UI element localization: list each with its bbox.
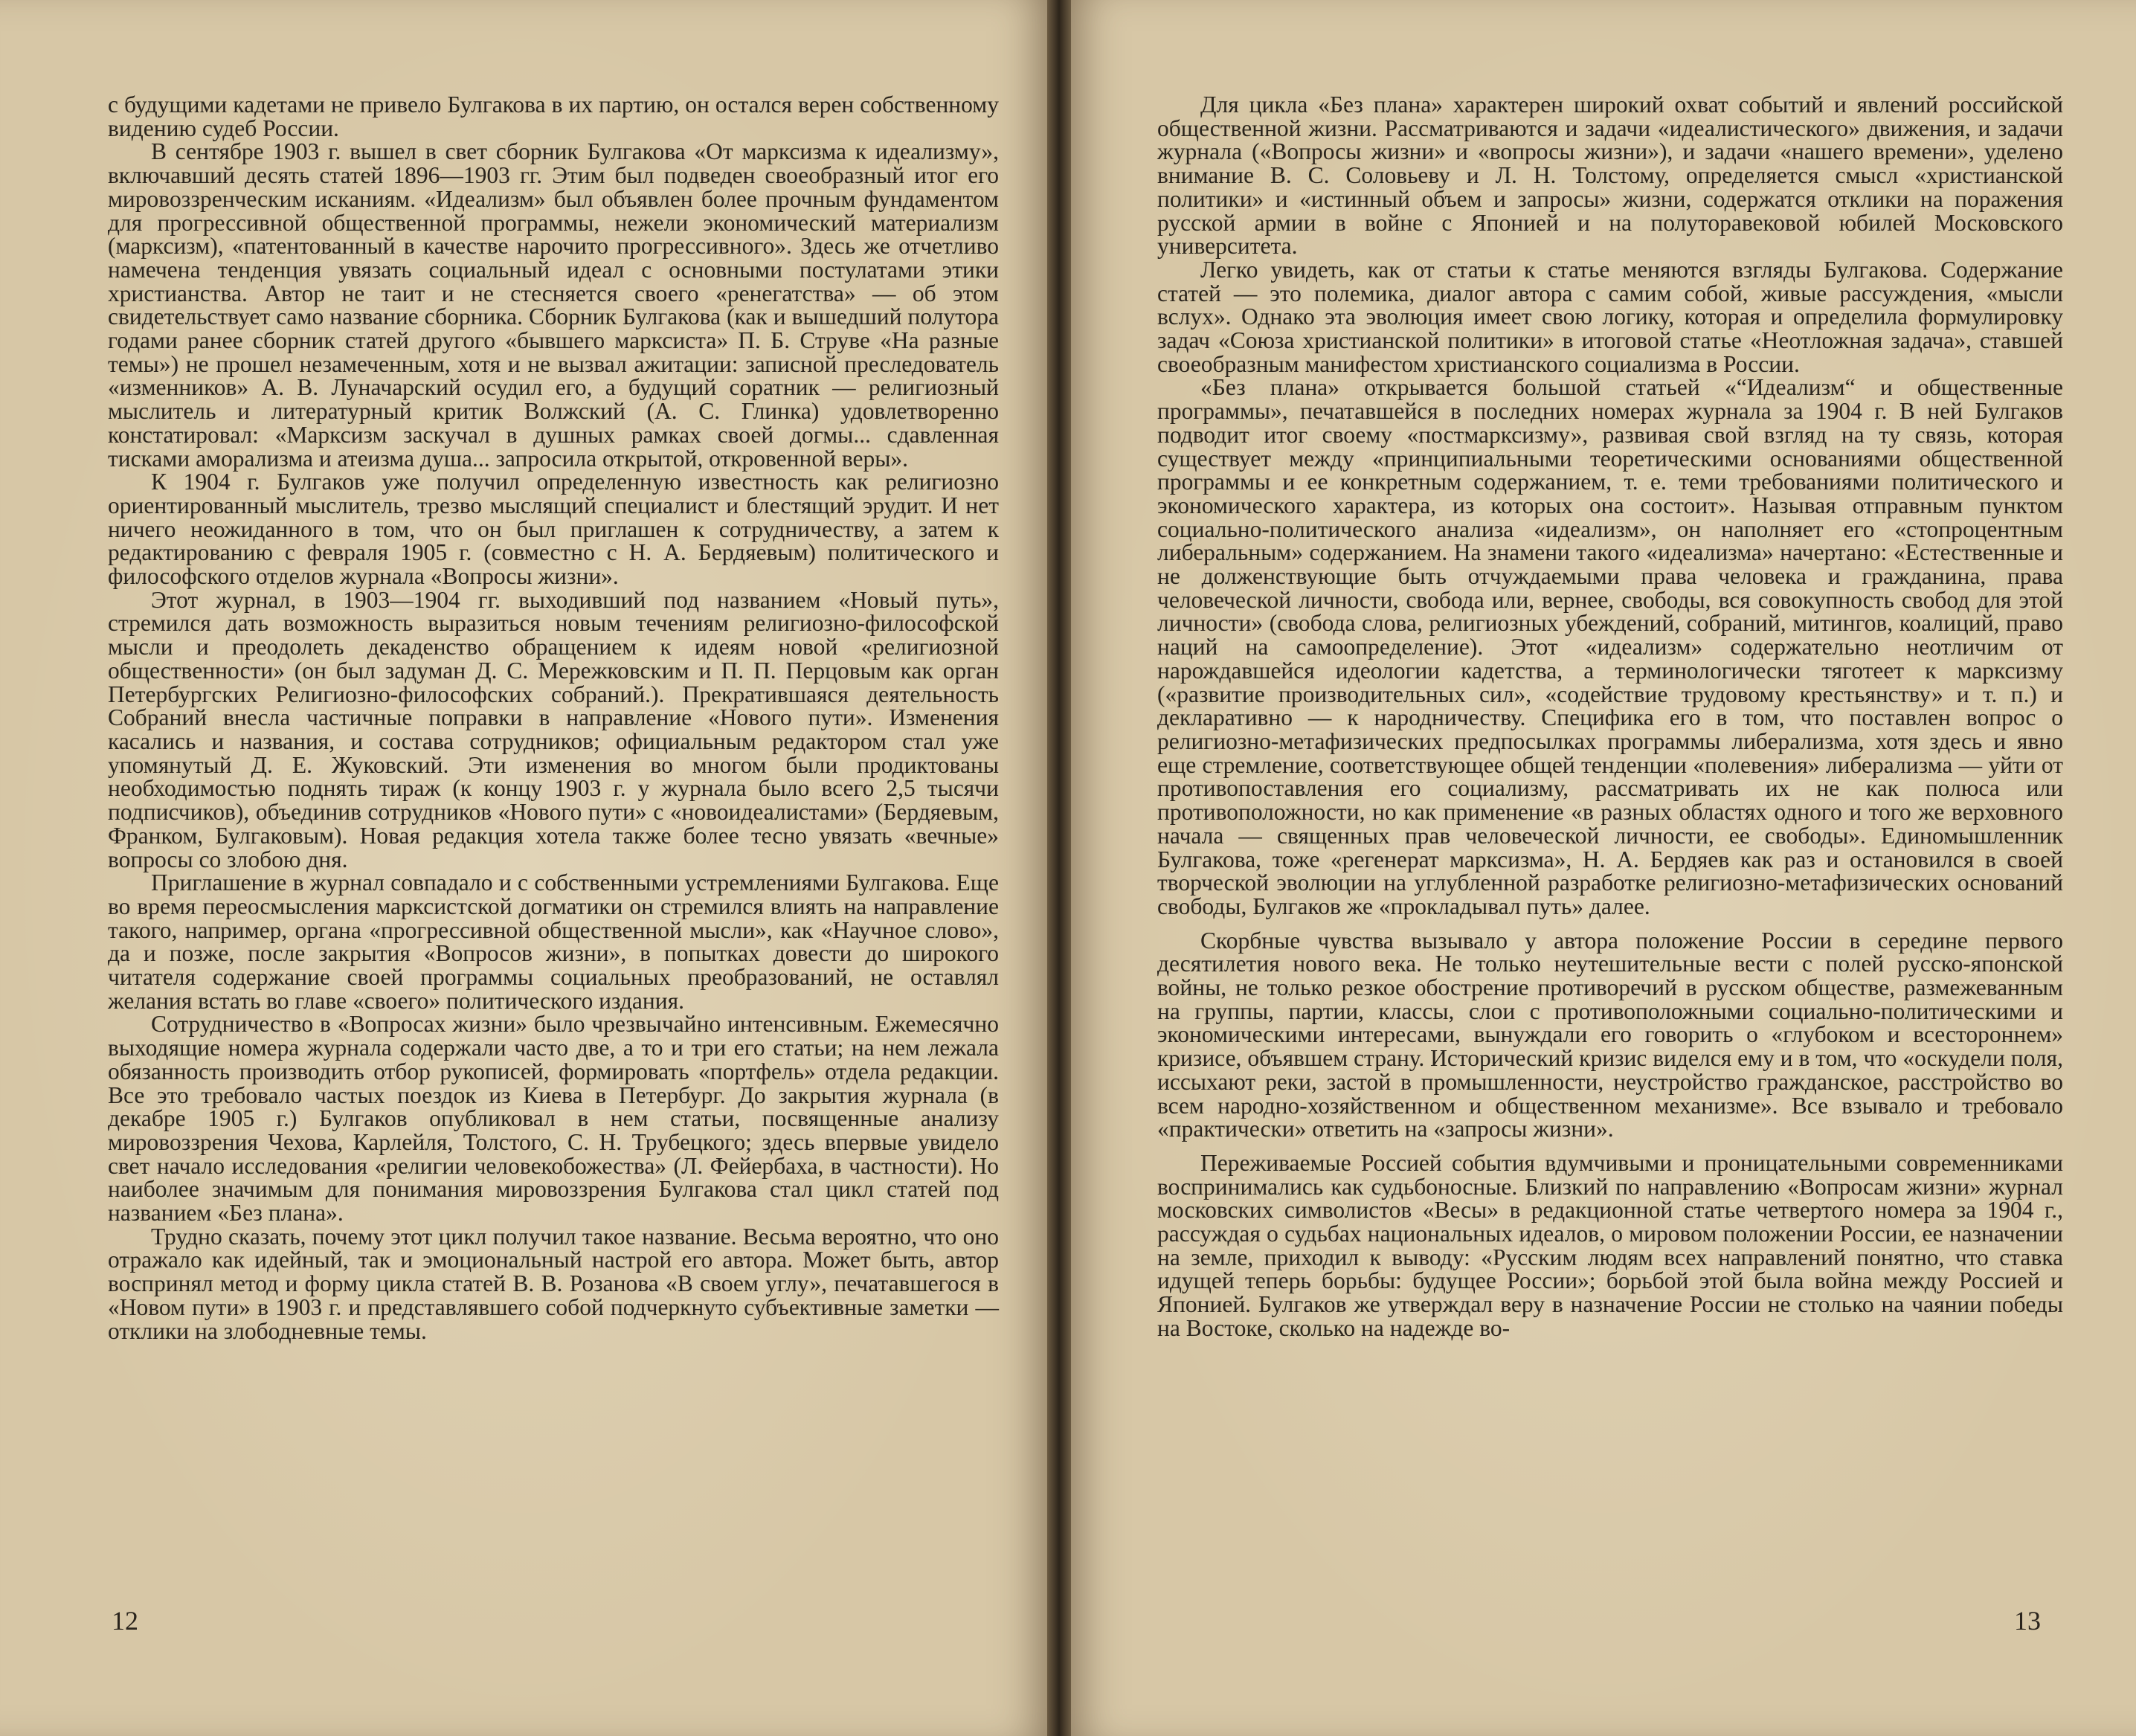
book-gutter: [1047, 0, 1071, 1736]
right-page-body: [1157, 93, 2063, 1340]
paragraph: с будущими кадетами не привело Булгакова в их партию, он остался верен собственному видению судеб России.: [108, 91, 999, 141]
paragraph: Переживаемые Россией события вдумчивыми и проницательными современниками воспринимались как судьбоносные. Близкий по направлению «Вопросам жизни» журнал московских символистов «Весы» в редакционной статье четвертого номера за 1904 г., рассуждая о судьбах национальных идеалов, о мировом положении России, ее назначении на земле, приходил к выводу: «Русским людям всех направлений понятно, что ставка идущей теперь борьбы: будущее России»; борьбой этой была война между Россией и Японией. Булгаков же утверждал веру в назначение России не столько на чаянии победы на Востоке, сколько на надежде во-: [1157, 1149, 2063, 1341]
left-page-body: [108, 93, 999, 1343]
paragraph: Трудно сказать, почему этот цикл получил такое название. Весьма вероятно, что оно отражало как идейный, так и эмоциональный настрой его автора. Может быть, автор воспринял метод и форму цикла статей В. В. Розанова «В своем углу», печатавшегося в «Новом пути» в 1903 г. и представлявшего собой подчеркнуто субъективные заметки — отклики на злободневные темы.: [108, 1223, 999, 1344]
right-page: [1071, 0, 2136, 1736]
paragraph: Для цикла «Без плана» характерен широкий охват событий и явлений российской общественной жизни. Рассматриваются и задачи «идеалистического» движения, и задачи журнала («Вопросы жизни» и «вопросы жизни»), и задачи «нашего времени», уделено внимание В. С. Соловьеву и Л. Н. Толстому, определяется смысл «христианской политики» и «истинный объем и запросы» жизни, содержатся отклики на поражения русской армии в войне с Японией и на полуторавековой юбилей Московского университета.: [1157, 91, 2063, 260]
paragraph: В сентябре 1903 г. вышел в свет сборник Булгакова «От марксизма к идеализму», включавший десять статей 1896—1903 гг. Этим был подведен своеобразный итог его мировоззренческим исканиям. «Идеализм» был объявлен более прочным фундаментом для прогрессивной общественной программы, нежели экономический материализм (марксизм), «патентованный в качестве нарочито прогрессивного». Здесь же отчетливо намечена тенденция увязать социальный идеал с основными постулатами этики христианства. Автор не таит и не стесняется своего «ренегатства» — об этом свидетельствует само название сборника. Сборник Булгакова (как и вышедший полутора годами ранее сборник статей другого «бывшего марксиста» П. Б. Струве «На разные темы») не прошел незамеченным, хотя и не вызвал ажитации: записной преследователь «изменников» А. В. Луначарский осудил его, а будущий соратник — религиозный мыслитель и литературный критик Волжский (А. С. Глинка) удовлетворенно констатировал: «Марксизм заскучал в душных рамках своей догмы... сдавленная тисками аморализма и атеизма душа... запросила открытой, откровенной веры».: [108, 138, 999, 472]
page-number: 12: [112, 1606, 138, 1636]
page-number: 13: [2014, 1606, 2041, 1636]
left-page: [0, 0, 1047, 1736]
paragraph: Легко увидеть, как от статьи к статье меняются взгляды Булгакова. Содержание статей — это полемика, диалог автора с самим собой, живые рассуждения, «мысли вслух». Однако эта эволюция имеет свою логику, которая и определила формулировку задач «Союза христианской политики» в итоговой статье «Неотложная задача», ставшей своеобразным манифестом христианского социализма в России.: [1157, 256, 2063, 377]
paragraph: «Без плана» открывается большой статьей «“Идеализм“ и общественные программы», печатавшейся в последних номерах журнала за 1904 г. В ней Булгаков подводит итог своему «постмарксизму», развивая свой взгляд на ту связь, которая существует между «принципиальными теоретическими основаниями общественной программы и ее конкретным содержанием, т. е. теми требованиями политического и экономического характера, из которых она состоит». Называя отправным пунктом социально-политического анализа «идеализм», он наполняет его «стопроцентным либеральным» содержанием. На знамени такого «идеализма» начертано: «Естественные и не долженствующие быть отчуждаемыми права человека и гражданина, права человеческой личности, свобода или, вернее, свободы, вся совокупность свобод для этой личности» (свобода слова, религиозных убеждений, собраний, митингов, коалиций, право наций на самоопределение). Этот «идеализм» содержательно неотличим от нарождавшейся идеологии кадетства, а терминологически тяготеет к марксизму («развитие производительных сил», «содействие трудовому крестьянству» и т. п.) и декларативно — к народничеству. Специфика его в том, что поставлен вопрос о религиозно-метафизических предпосылках программы либерализма, хотя здесь и явно еще стремление, соответствующее общей тенденции «полевения» либерализма — уйти от противопоставления его социализму, рассматривать их не как полюса или противоположности, но как применение «в разных областях одного и того же верховного начала — священных прав человеческой личности, ее свободы». Единомышленник Булгакова, тоже «регенерат марксизма», Н. А. Бердяев как раз и остановился в своей творческой эволюции на углубленной разработке религиозно-метафизических оснований свободы, Булгаков же «прокладывал путь» далее.: [1157, 374, 2063, 919]
paragraph: Приглашение в журнал совпадало и с собственными устремлениями Булгакова. Еще во время переосмысления марксистской догматики он стремился влиять на направление такого, например, органа «прогрессивной общественной мысли», как «Научное слово», да и позже, после закрытия «Вопросов жизни», в попытках довести до широкого читателя содержание своей программы социальных преобразований, не оставлял желания встать во главе «своего» политического издания.: [108, 869, 999, 1014]
paragraph: Сотрудничество в «Вопросах жизни» было чрезвычайно интенсивным. Ежемесячно выходящие номера журнала содержали часто две, а то и три его статьи; на нем лежала обязанность производить отбор рукописей, формировать «портфель» отдела редакции. Все это требовало частых поездок из Киева в Петербург. До закрытия журнала (в декабре 1905 г.) Булгаков опубликовал в нем статьи, посвященные анализу мировоззрения Чехова, Карлейля, Толстого, С. Н. Трубецкого; здесь впервые увидело свет начало исследования «религии человекобожества» (Л. Фейербаха, в частности). Но наиболее значимым для понимания мировоззрения Булгакова стал цикл статей под названием «Без плана».: [108, 1011, 999, 1227]
paragraph: Этот журнал, в 1903—1904 гг. выходивший под названием «Новый путь», стремился дать возможность выразиться новым течениям религиозно-философской мысли и преодолеть декаденство обращением к идеям новой «религиозной общественности» (он был задуман Д. С. Мережковским и П. П. Перцовым как орган Петербургских Религиозно-философских собраний.). Прекратившаяся деятельность Собраний внесла частичные поправки в направление «Нового пути». Изменения касались и названия, и состава сотрудников; официальным редактором стал уже упомянутый Д. Е. Жуковский. Эти изменения во многом были продиктованы необходимостью поднять тираж (к концу 1903 г. у журнала было всего 2,5 тысячи подписчиков), объединив сотрудников «Нового пути» с «новоидеалистами» (Бердяевым, Франком, Булгаковым). Новая редакция хотела также более тесно увязать «вечные» вопросы со злобою дня.: [108, 586, 999, 872]
paragraph: К 1904 г. Булгаков уже получил определенную известность как религиозно ориентированный мыслитель, трезво мыслящий специалист и блестящий эрудит. И нет ничего неожиданного в том, что он был приглашен к сотрудничеству, а затем к редактированию с февраля 1905 г. (совместно с Н. А. Бердяевым) политического и философского отделов журнала «Вопросы жизни».: [108, 469, 999, 590]
paragraph: Скорбные чувства вызывало у автора положение России в середине первого десятилетия нового века. Не только неутешительные вести с полей русско-японской войны, не только резкое обострение противоречий в русском обществе, размежеванным на группы, партии, классы, слои с противоположными социально-политическими и экономическими интересами, вынуждали его говорить о «глубоком и всестороннем» кризисе, объявшем страну. Исторический кризис виделся ему и в том, что «оскудели поля, иссыхают реки, застой в промышленности, неустройство гражданское, расстройство во всем народно-хозяйственном и общественном механизме». Все взывало и требовало «практически» ответить на «запросы жизни».: [1157, 927, 2063, 1142]
